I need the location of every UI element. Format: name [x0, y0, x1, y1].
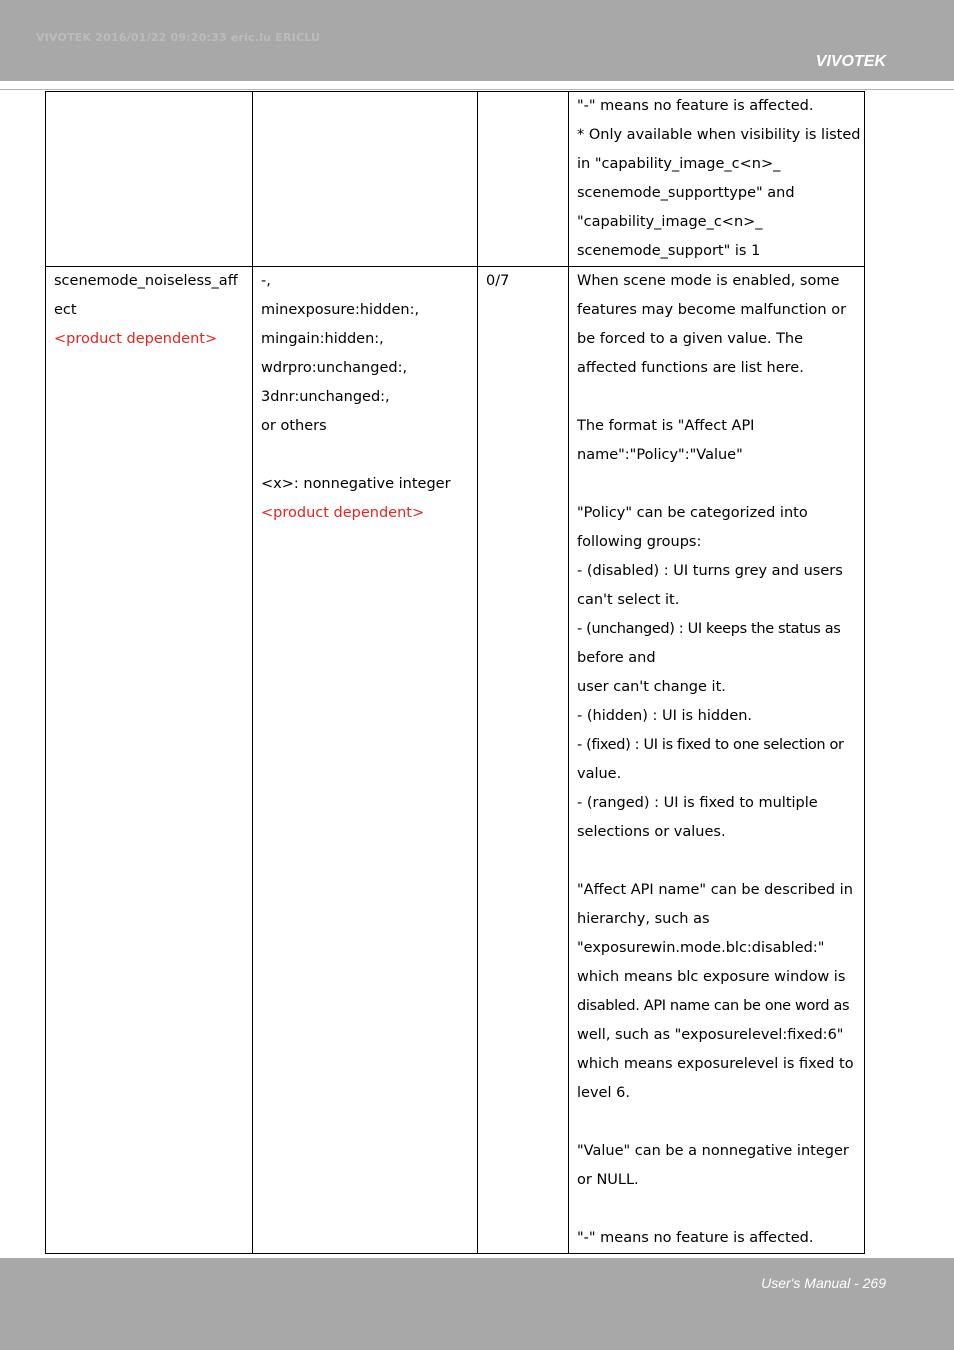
value-line: 3dnr:unchanged:,: [261, 389, 390, 405]
description-line: user can't change it.: [577, 679, 726, 695]
value-line: or others: [261, 418, 327, 434]
cell-description: [569, 267, 865, 1254]
parameter-table: [45, 91, 865, 1254]
description-line: "capability_image_c<n>_: [577, 214, 763, 230]
description-line: [577, 847, 857, 876]
description-line: - (hidden) : UI is hidden.: [577, 708, 753, 724]
parameter-name-line: ect: [54, 302, 77, 318]
value-line: [261, 441, 470, 470]
table-row-continued: [46, 92, 865, 267]
description-line: following groups:: [577, 534, 702, 550]
description-line: The format is "Affect API: [577, 418, 755, 434]
description-line: - (ranged) : UI is fixed to multiple: [577, 795, 818, 811]
cell-security: [478, 267, 569, 1254]
description-line: disabled. API name can be one word as: [577, 998, 850, 1014]
cell-parameter-name: [46, 267, 253, 1254]
description-line: - (unchanged) : UI keeps the status as: [577, 621, 841, 637]
description-line: - (fixed) : UI is fixed to one selection or: [577, 737, 844, 753]
page-number: User's Manual - 269: [761, 1275, 886, 1291]
value-line: wdrpro:unchanged:,: [261, 360, 408, 376]
description-line: selections or values.: [577, 824, 726, 840]
description-line: "exposurewin.mode.blc:disabled:": [577, 940, 825, 956]
description-line: scenemode_supporttype" and: [577, 185, 795, 201]
product-dependent-note: <product dependent>: [261, 505, 425, 521]
security-level: 0/7: [486, 273, 510, 289]
cell-security-empty: [478, 92, 569, 267]
product-dependent-note: <product dependent>: [54, 331, 218, 347]
table-row-noiseless-affect: [46, 267, 865, 1254]
description-line: scenemode_support" is 1: [577, 243, 761, 259]
value-line: <x>: nonnegative integer: [261, 476, 451, 492]
value-line: minexposure:hidden:,: [261, 302, 420, 318]
description-line: "Affect API name" can be described in: [577, 882, 853, 898]
description-line: [577, 1108, 857, 1137]
parameter-name-line: scenemode_noiseless_aff: [54, 273, 238, 289]
description-line: in "capability_image_c<n>_: [577, 156, 781, 172]
cell-description-continued: [569, 92, 865, 267]
watermark-text: VIVOTEK 2016/01/22 09:20:33 eric.lu ERICLU: [36, 31, 321, 44]
cell-parameter-value: [253, 267, 478, 1254]
description-line: can't select it.: [577, 592, 680, 608]
description-line: affected functions are list here.: [577, 360, 804, 376]
description-line: [577, 1195, 857, 1224]
description-line: "Policy" can be categorized into: [577, 505, 808, 521]
description-line: * Only available when visibility is listed: [577, 127, 861, 143]
cell-value-empty: [253, 92, 478, 267]
value-line: -,: [261, 273, 271, 289]
cell-name-empty: [46, 92, 253, 267]
description-line: before and: [577, 650, 656, 666]
brand-logo: VIVOTEK: [815, 53, 886, 70]
description-line: - (disabled) : UI turns grey and users: [577, 563, 843, 579]
description-line: well, such as "exposurelevel:fixed:6": [577, 1027, 844, 1043]
description-line: features may become malfunction or: [577, 302, 847, 318]
page-header: [0, 0, 954, 81]
value-line: mingain:hidden:,: [261, 331, 384, 347]
description-line: hierarchy, such as: [577, 911, 710, 927]
header-divider: [0, 89, 954, 90]
page-footer: [0, 1258, 954, 1350]
description-line: value.: [577, 766, 622, 782]
description-line: be forced to a given value. The: [577, 331, 804, 347]
description-line: "Value" can be a nonnegative integer: [577, 1143, 849, 1159]
description-line: which means blc exposure window is: [577, 969, 846, 985]
description-line: or NULL.: [577, 1172, 639, 1188]
description-line: When scene mode is enabled, some: [577, 273, 840, 289]
description-line: level 6.: [577, 1085, 630, 1101]
description-line: [577, 470, 857, 499]
description-line: which means exposurelevel is fixed to: [577, 1056, 854, 1072]
description-line: name":"Policy":"Value": [577, 447, 743, 463]
description-line: "-" means no feature is affected.: [577, 1230, 814, 1246]
description-line: [577, 383, 857, 412]
description-line: "-" means no feature is affected.: [577, 98, 814, 114]
